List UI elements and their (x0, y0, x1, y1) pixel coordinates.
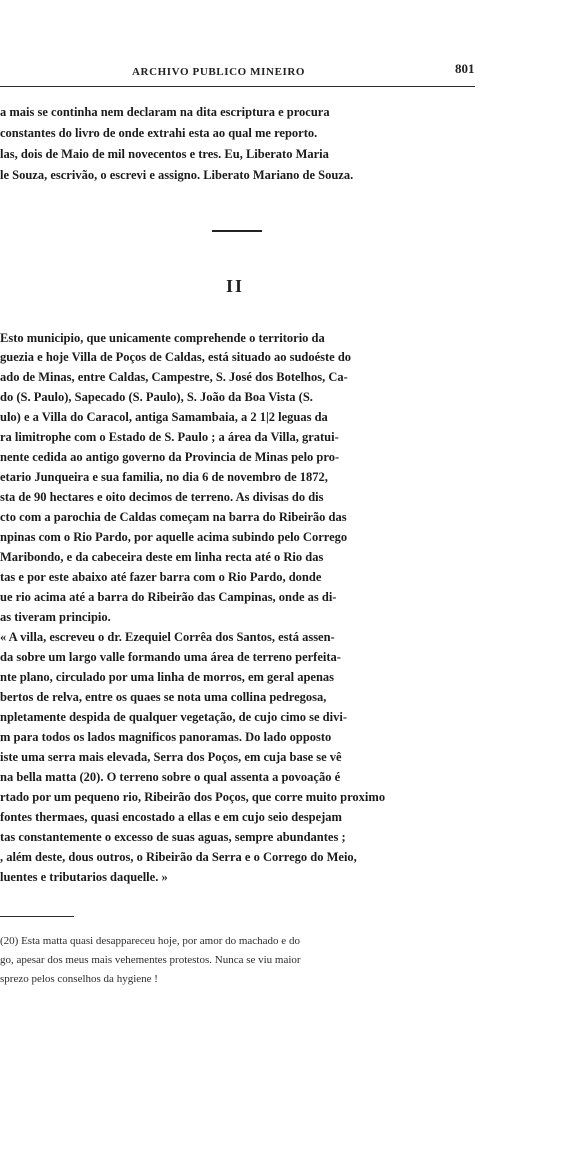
footnote-rule (0, 916, 74, 917)
body-line: guezia e hoje Villa de Poços de Caldas, está situado ao sudoéste do (0, 350, 352, 364)
body-line: ue rio acima até a barra do Ribeirão das Campinas, onde as di- (0, 590, 337, 604)
body-line: tas e por este abaixo até fazer barra com o Rio Pardo, donde (0, 570, 322, 584)
body-line: nente cedida ao antigo governo da Provincia de Minas pelo pro- (0, 450, 340, 464)
top-paragraph-line: constantes do livro de onde extrahi esta ao qual me reporto. (0, 126, 318, 140)
body-line: npinas com o Rio Pardo, por aquelle acima subindo pelo Corrego (0, 530, 348, 544)
running-head: ARCHIVO PUBLICO MINEIRO (132, 66, 306, 78)
top-paragraph-line: las, dois de Maio de mil novecentos e tres. Eu, Liberato Maria (0, 147, 329, 161)
body-line: Esto municipio, que unicamente comprehende o territorio da (0, 331, 325, 345)
body-line: « A villa, escreveu o dr. Ezequiel Corrêa dos Santos, está assen- (0, 630, 335, 644)
body-line: nte plano, circulado por uma linha de morros, em geral apenas (0, 670, 335, 684)
body-line: na bella matta (20). O terreno sobre o qual assenta a povoação é (0, 770, 341, 784)
body-line: da sobre um largo valle formando uma área de terreno perfeita- (0, 650, 341, 664)
body-line: rtado por um pequeno rio, Ribeirão dos Poços, que corre muito proximo (0, 790, 386, 804)
page-number: 801 (455, 61, 475, 76)
header-rule (0, 86, 475, 87)
body-line: ado de Minas, entre Caldas, Campestre, S. José dos Botelhos, Ca- (0, 370, 348, 384)
body-line: fontes thermaes, quasi encostado a ellas e em cujo seio despejam (0, 810, 342, 824)
body-line: ulo) e a Villa do Caracol, antiga Samambaia, a 2 1|2 leguas da (0, 410, 328, 424)
body-line: npletamente despida de qualquer vegetação, de cujo cimo se divi- (0, 710, 347, 724)
section-separator-rule (212, 230, 262, 232)
body-line: do (S. Paulo), Sapecado (S. Paulo), S. João da Boa Vista (S. (0, 390, 313, 404)
body-line: ra limitrophe com o Estado de S. Paulo ; a área da Villa, gratui- (0, 430, 339, 444)
body-line: m para todos os lados magnificos panoramas. Do lado opposto (0, 730, 332, 744)
section-heading: II (226, 276, 245, 296)
top-paragraph-line: le Souza, escrivão, o escrevi e assigno. Liberato Mariano de Souza. (0, 168, 354, 182)
top-paragraph-line: a mais se continha nem declaram na dita escriptura e procura (0, 105, 330, 119)
body-line: cto com a parochia de Caldas começam na barra do Ribeirão das (0, 510, 347, 524)
body-line: iste uma serra mais elevada, Serra dos Poços, em cuja base se vê (0, 750, 342, 764)
body-line: as tiveram principio. (0, 610, 111, 624)
footnote-line: (20) Esta matta quasi desappareceu hoje, por amor do machado e do (0, 935, 300, 947)
footnote-line: sprezo pelos conselhos da hygiene ! (0, 973, 158, 985)
body-line: tas constantemente o excesso de suas aguas, sempre abundantes ; (0, 830, 346, 844)
footnote-line: go, apesar dos meus mais vehementes protestos. Nunca se viu maior (0, 954, 301, 966)
body-line: Maribondo, e da cabeceira deste em linha recta até o Rio das (0, 550, 324, 564)
body-line: luentes e tributarios daquelle. » (0, 870, 168, 884)
body-line: etario Junqueira e sua familia, no dia 6 de novembro de 1872, (0, 470, 328, 484)
body-line: bertos de relva, entre os quaes se nota uma collina pedregosa, (0, 690, 327, 704)
body-line: , além deste, dous outros, o Ribeirão da Serra e o Corrego do Meio, (0, 850, 357, 864)
body-line: sta de 90 hectares e oito decimos de terreno. As divisas do dis (0, 490, 324, 504)
